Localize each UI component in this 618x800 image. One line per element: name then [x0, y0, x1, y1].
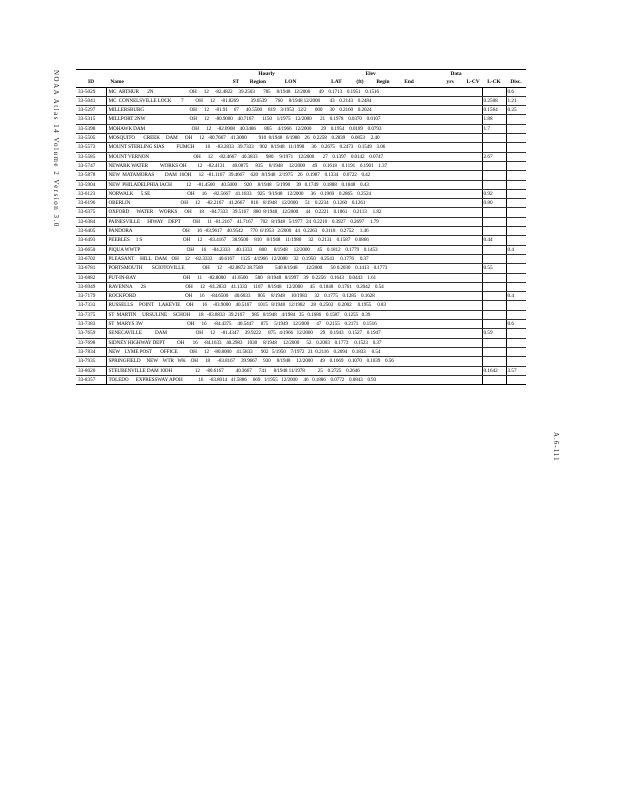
station-record-cell: TOLEDO EXPRESSWAY APOH 16 -83.8014 41.5886 669 1/1955 12/2000 46 0.1886 0.0772 0.0843 0.93 — [106, 375, 482, 384]
table-row — [76, 199, 526, 208]
lck-cell — [482, 143, 506, 152]
lck-cell — [482, 180, 506, 189]
disc-cell: 0.4 — [506, 292, 526, 301]
lck-cell — [482, 87, 506, 96]
lck-cell: 0.2508 — [482, 96, 506, 105]
table-row — [76, 87, 526, 96]
station-id-cell: 33-6949 — [76, 282, 106, 291]
table-row — [76, 264, 526, 273]
volume-caption: NOAA Atlas 14 Volume 2 Version 3.0 — [52, 70, 60, 228]
lck-cell — [482, 292, 506, 301]
station-record-cell: RUSSELLS POINT LAKEVIE OH 16 -83.9000 40.5167 1015 8/1948 12/1982 28 0.2503 0.2002 0.1955 0.83 — [106, 301, 482, 310]
table-row — [76, 273, 526, 282]
disc-cell — [506, 329, 526, 338]
disc-cell: 0.4 — [506, 245, 526, 254]
lck-cell — [482, 171, 506, 180]
station-table-container — [76, 69, 526, 385]
table-row — [76, 310, 526, 319]
station-id-cell: 33-5878 — [76, 171, 106, 180]
table-row — [76, 375, 526, 384]
station-record-cell: PUT-IN-BAY OH 11 -82.8000 41.6500 580 8/1948 8/1997 39 0.2256 0.1643 0.0443 1.61 — [106, 273, 482, 282]
station-record-cell: RAVENNA 2S OH 12 -81.2833 41.1333 1107 8/1948 12/2000 45 0.1848 0.1761 0.2042 0.54 — [106, 282, 482, 291]
disc-cell — [506, 180, 526, 189]
disc-cell: 1.21 — [506, 96, 526, 105]
disc-cell — [506, 171, 526, 180]
header-lcv: L-CV — [466, 79, 480, 86]
header-disc: Disc. — [506, 78, 526, 87]
station-record-cell: NEW MATAMORAS DAM 16OH 12 -81.1167 39.4667 620 8/1948 2/1975 26 0.1987 0.1334 0.0722 0.42 — [106, 171, 482, 180]
table-row — [76, 161, 526, 170]
disc-cell — [506, 124, 526, 133]
disc-cell — [506, 152, 526, 161]
station-record-cell: PORTSMOUTH SCIOTOVILLE OH 12 -82.8872 38.7589 540 8/1948 12/2000 50 0.2030 0.1413 0.1773 — [106, 264, 482, 273]
table-row — [76, 189, 526, 198]
table-row — [76, 338, 526, 347]
station-record-cell: SPRINGFIELD NEW WTR WK OH 18 -83.8167 39.9667 930 8/1948 12/2000 49 0.1669 0.1070 0.1039 0.56 — [106, 357, 482, 366]
station-record-cell: MILLERSBURG OH 12 -81.91 67 40.5500 819 3/1953 12/2 000 30 0.2160 0.2024 — [106, 106, 482, 115]
station-record-cell: NORWALK 5 SE OH 16 -82.5667 41.1833 925 9/1948 12/2000 36 0.1969 0.2865 0.2524 — [106, 189, 482, 198]
station-id-cell: 33-6702 — [76, 254, 106, 263]
station-table — [76, 69, 526, 385]
station-id-cell: 33-6882 — [76, 273, 106, 282]
station-id-cell: 33-7375 — [76, 310, 106, 319]
lck-cell — [482, 245, 506, 254]
table-row — [76, 366, 526, 375]
lck-cell — [482, 338, 506, 347]
lck-cell — [482, 254, 506, 263]
station-id-cell: 33-5585 — [76, 152, 106, 161]
table-row — [76, 96, 526, 105]
station-id-cell: 33-6650 — [76, 245, 106, 254]
table-row — [76, 227, 526, 236]
lck-cell — [482, 282, 506, 291]
table-row — [76, 124, 526, 133]
table-row — [76, 329, 526, 338]
header-elev: Elev — [365, 71, 376, 77]
left-margin-caption — [52, 70, 74, 230]
station-id-cell: 33-7659 — [76, 329, 106, 338]
disc-cell: 0.6 — [506, 320, 526, 329]
station-id-cell: 33-7834 — [76, 347, 106, 356]
station-id-cell: 33-5041 — [76, 96, 106, 105]
disc-cell — [506, 227, 526, 236]
lck-cell: 0.92 — [482, 189, 506, 198]
station-id-cell: 33-6196 — [76, 199, 106, 208]
header-data: Data — [450, 71, 462, 77]
station-record-cell: PIQUA WWTP OH 16 -84.2333 40.1333 800 8/1948 12/2000 45 0.1812 0.1779 0.1453 — [106, 245, 482, 254]
disc-cell — [506, 264, 526, 273]
station-record-cell: OBERLIN OH 12 -82.2167 41.2667 816 8/1948 12/2000 51 0.2234 0.1260 0.1261 — [106, 199, 482, 208]
page-number: A.6-111 — [552, 432, 560, 462]
table-row — [76, 171, 526, 180]
station-id-cell: 33-5315 — [76, 115, 106, 124]
disc-cell — [506, 161, 526, 170]
station-record-cell: MOUNT VERNON OH 12 -82.4667 40.3833 980 9/1971 12/2000 27 0.1397 0.0142 0.0747 — [106, 152, 482, 161]
disc-cell — [506, 217, 526, 226]
table-row — [76, 115, 526, 124]
disc-cell — [506, 134, 526, 143]
table-row — [76, 152, 526, 161]
station-record-cell: NEW PHILADELPHIA IACH 12 -81.4500 40.5000 920 8/1948 5/1990 39 0.1749 0.1888 0.1848 0.43 — [106, 180, 482, 189]
station-id-cell: 33-8020 — [76, 366, 106, 375]
header-region: Region — [249, 79, 266, 86]
station-id-cell: 33-6123 — [76, 189, 106, 198]
lck-cell — [482, 347, 506, 356]
disc-cell — [506, 282, 526, 291]
header-lat: LAT — [331, 79, 342, 86]
station-id-cell: 33-6375 — [76, 208, 106, 217]
station-id-cell: 33-7698 — [76, 338, 106, 347]
table-row — [76, 347, 526, 356]
disc-cell: 0.25 — [506, 106, 526, 115]
header-columns — [106, 78, 482, 87]
disc-cell — [506, 347, 526, 356]
header-st: ST — [232, 79, 240, 86]
lck-cell: 1.88 — [482, 115, 506, 124]
lck-cell: 0.1642 — [482, 366, 506, 375]
table-header — [76, 70, 526, 88]
disc-cell — [506, 310, 526, 319]
header-group-row — [106, 70, 482, 79]
header-begin: Begin — [376, 79, 390, 86]
lck-cell — [482, 227, 506, 236]
table-body — [76, 87, 526, 385]
header-hourly: Hourly — [258, 71, 275, 77]
table-row — [76, 134, 526, 143]
station-record-cell: MILLPORT 2NW OH 12 -80.9000 40.7167 1150 1/1975 12/2000 21 0.1978 0.0370 0.0107 — [106, 115, 482, 124]
station-record-cell: OXFORD WATER WORKS OH 18 -84.7333 39.5167 880 8/1948 12/2000 44 0.2221 0.1861 0.2113 1.82 — [106, 208, 482, 217]
lck-cell: 0.1564 — [482, 106, 506, 115]
header-id: ID — [76, 78, 106, 87]
lck-cell — [482, 161, 506, 170]
disc-cell: 0.6 — [506, 87, 526, 96]
disc-cell — [506, 338, 526, 347]
lck-cell — [482, 134, 506, 143]
lck-cell: 2.67 — [482, 152, 506, 161]
table-row — [76, 301, 526, 310]
header-lon: LON — [284, 79, 297, 86]
table-row — [76, 208, 526, 217]
station-id-cell: 33-5505 — [76, 134, 106, 143]
table-row — [76, 143, 526, 152]
table-row — [76, 320, 526, 329]
lck-cell — [482, 310, 506, 319]
table-row — [76, 180, 526, 189]
station-id-cell: 33-5398 — [76, 124, 106, 133]
station-record-cell: ROCKFORD OH 16 -84.6500 40.6833 805 8/1948 10/1983 32 0.1775 0.1285 0.1628 — [106, 292, 482, 301]
station-id-cell: 33-5573 — [76, 143, 106, 152]
station-record-cell: STEUBENVILLE DAM 10OH 12 -80.6167 40.3667 741 8/1948 11/1978 25 0.2725 0.2646 — [106, 366, 482, 375]
station-record-cell: PLEASANT HILL DAM OH 12 -82.3333 40.6167 1125 4/1966 12/2000 32 0.1950 0.2543 0.1776 0.37 — [106, 254, 482, 263]
disc-cell — [506, 254, 526, 263]
station-record-cell: ST MARYS 3W OH 16 -84.4375 40.5447 875 5/1949 12/2000 47 0.2155 0.2171 0.1516 — [106, 320, 482, 329]
table-row — [76, 357, 526, 366]
station-record-cell: MOUNT STERLING SIAS FUMCH 16 -83.2833 39.7333 902 8/1948 11/1998 36 0.2675 0.2473 0.1549 3.06 — [106, 143, 482, 152]
disc-cell — [506, 301, 526, 310]
station-id-cell: 33-6384 — [76, 217, 106, 226]
station-record-cell: SENECAVILLE DAM OH 12 -81.4347 39.9222 875 4/1966 12/2000 29 0.1943 0.1527 0.1947 — [106, 329, 482, 338]
lck-cell — [482, 375, 506, 384]
disc-cell — [506, 236, 526, 245]
lck-cell: 0.44 — [482, 236, 506, 245]
station-id-cell: 33-6781 — [76, 264, 106, 273]
station-id-cell: 33-7179 — [76, 292, 106, 301]
disc-cell: 3.57 — [506, 366, 526, 375]
disc-cell — [506, 199, 526, 208]
station-record-cell: MOSQUITO CREEK DAM OH 12 -80.7667 41.3000 910 8/1948 6/1988 26 0.2258 0.2839 0.0853 2.40 — [106, 134, 482, 143]
disc-cell — [506, 143, 526, 152]
header-name: Name — [110, 79, 124, 86]
station-record-cell: ST MARTIN URSULINE SCHOH 18 -83.8833 39.2167 985 8/1948 4/1984 35 0.1686 0.1587 0.1255 0.39 — [106, 310, 482, 319]
disc-cell — [506, 189, 526, 198]
station-id-cell: 33-7935 — [76, 357, 106, 366]
table-row — [76, 245, 526, 254]
station-id-cell: 33-7333 — [76, 301, 106, 310]
disc-cell — [506, 115, 526, 124]
table-row — [76, 282, 526, 291]
table-row — [76, 292, 526, 301]
table-row — [76, 217, 526, 226]
lck-cell: 1.7 — [482, 124, 506, 133]
station-record-cell: MC CONNELSVILLE LOCK 7 OH 12 -81.8269 39.6539 760 8/1948 12/2000 43 0.2143 0.2484 — [106, 96, 482, 105]
table-row — [76, 106, 526, 115]
station-id-cell: 33-8357 — [76, 375, 106, 384]
lck-cell — [482, 208, 506, 217]
disc-cell — [506, 273, 526, 282]
lck-cell — [482, 217, 506, 226]
station-id-cell: 33-6493 — [76, 236, 106, 245]
station-record-cell: NEWARK WATER WORKS OH 12 -82.4131 40.0875 835 8/1948 12/2000 49 0.1618 0.1191 0.1901 1.37 — [106, 161, 482, 170]
table-row — [76, 236, 526, 245]
table-row — [76, 254, 526, 263]
lck-cell: 0.80 — [482, 199, 506, 208]
right-margin-caption — [552, 432, 574, 472]
lck-cell — [482, 320, 506, 329]
disc-cell — [506, 208, 526, 217]
disc-cell — [506, 357, 526, 366]
station-record-cell: PEEBLES 1 S OH 12 -83.4167 38.9500 810 8/1948 11/1980 32 0.2131 0.1587 0.0866 — [106, 236, 482, 245]
station-id-cell: 33-6405 — [76, 227, 106, 236]
station-record-cell: PANDORA OH 16 -83.9617 40.9542 770 6/1953 2/2000 44 0.2263 0.3118 0.2752 1.46 — [106, 227, 482, 236]
header-ft: (ft) — [356, 79, 364, 86]
station-record-cell: SIDNEY HIGHWAY DEPT OH 16 -84.1633 40.2983 1030 8/1948 12/2000 52 0.2083 0.1773 0.1523 0.37 — [106, 338, 482, 347]
lck-cell — [482, 357, 506, 366]
station-record-cell: MC ARTHUR 2N OH 12 -82.4822 39.2503 785 8/1948 12/2000 49 0.1713 0.1951 0.1516 — [106, 87, 482, 96]
station-record-cell: PAINESVILLE HIWAY DEPT OH 11 -81.2167 41.7167 702 8/1948 5/1977 24 0.2210 0.3927 0.2697 1.79 — [106, 217, 482, 226]
header-lck: L-CK — [482, 78, 506, 87]
station-id-cell: 33-5904 — [76, 180, 106, 189]
lck-cell — [482, 301, 506, 310]
lck-cell: 0.59 — [482, 329, 506, 338]
station-id-cell: 33-5297 — [76, 106, 106, 115]
disc-cell — [506, 375, 526, 384]
station-id-cell: 33-5029 — [76, 87, 106, 96]
header-end: End — [404, 79, 414, 86]
station-record-cell: NEW LYME POST OFFICE OH 12 -80.8000 41.5833 902 5/1950 7/1972 21 0.2116 0.2694 0.1833 0.54 — [106, 347, 482, 356]
station-id-cell: 33-5747 — [76, 161, 106, 170]
header-yrs: yrs — [446, 79, 454, 86]
lck-cell: 0.55 — [482, 264, 506, 273]
lck-cell — [482, 273, 506, 282]
station-id-cell: 33-7383 — [76, 320, 106, 329]
station-record-cell: MOHAWK DAM OH 12 -82.0908 40.3486 865 4/1966 12/2000 29 0.1954 0.0189 0.0793 — [106, 124, 482, 133]
